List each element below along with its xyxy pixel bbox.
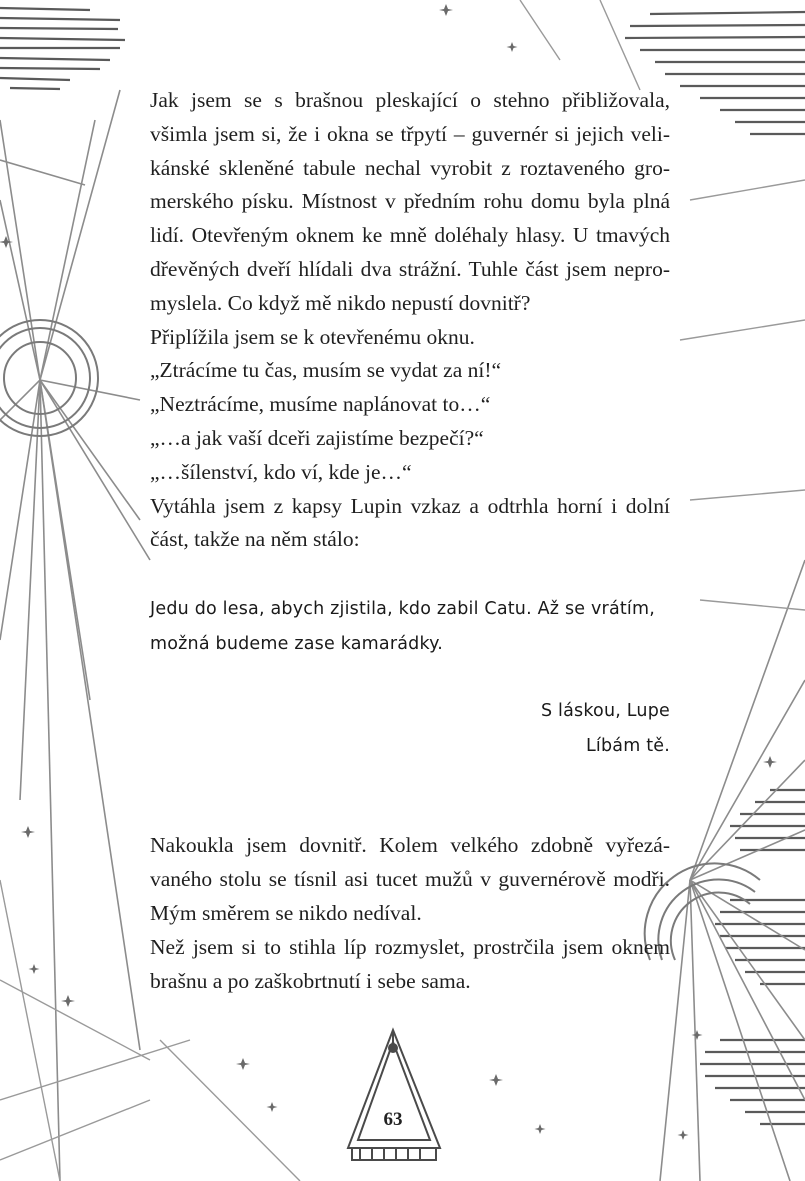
dialogue-line: „…a jak vaší dceři zajistíme bezpečí?“ — [150, 425, 484, 450]
paragraph: Vytáhla jsem z kapsy Lupin vzkaz a odtrhla horní i dolní část, takže na něm stálo: — [150, 493, 670, 552]
dialogue-line: „Neztrácíme, musíme naplánovat to…“ — [150, 392, 491, 417]
signoff-line: Líbám tě. — [585, 736, 670, 756]
page-number: 63 — [383, 1109, 403, 1130]
paragraph: Nakoukla jsem dovnitř. Kolem velkého zdobně vyřezávaného stolu se tísnil asi tucet mužů v guvernérově modři. Mým směrem se nikdo nedíval. — [150, 833, 670, 925]
hatched-cloud-top-left — [0, 8, 125, 89]
note-signoff — [150, 694, 670, 764]
compass-rays-left — [0, 90, 150, 1181]
signoff-line: S láskou, Lupe — [540, 701, 670, 721]
paragraph: Než jsem si to stihla líp rozmyslet, prostrčila jsem oknem brašnu a po zaškobrtnutí i sebe sama. — [150, 935, 670, 993]
dialogue-line: „…šílenství, kdo ví, kde je…“ — [150, 459, 412, 484]
paragraph: Připlížila jsem se k otevřenému oknu. — [150, 324, 475, 349]
body-text-bottom — [150, 828, 670, 998]
handwritten-note: Jedu do lesa, abych zjistila, kdo zabil Catu. Až se vrátím, možná budeme zase kamarádky. — [150, 599, 656, 654]
hatched-cloud-bottom-right — [700, 1040, 805, 1124]
dialogue-line: „Ztrácíme tu čas, musím se vydat za ní!“ — [150, 358, 502, 383]
paragraph: Jak jsem se s brašnou pleskající o stehno přibližovala, všimla jsem si, že i okna se třpytí – guvernér si jejich velikánské skleněné tabule nechal vyrobit z roztaveného gromerského písku. Místnost v předním rohu domu byla plná lidí. Otevřeným oknem ke mně doléhaly hlasy. U tmavých dřevěných dveří hlídali dva strážní. Tuhle část jsem nepromyslela. Co když mě nikdo nepustí dovnitř? — [150, 88, 670, 315]
page-number-emblem — [348, 1030, 440, 1160]
body-text-top — [150, 84, 670, 557]
